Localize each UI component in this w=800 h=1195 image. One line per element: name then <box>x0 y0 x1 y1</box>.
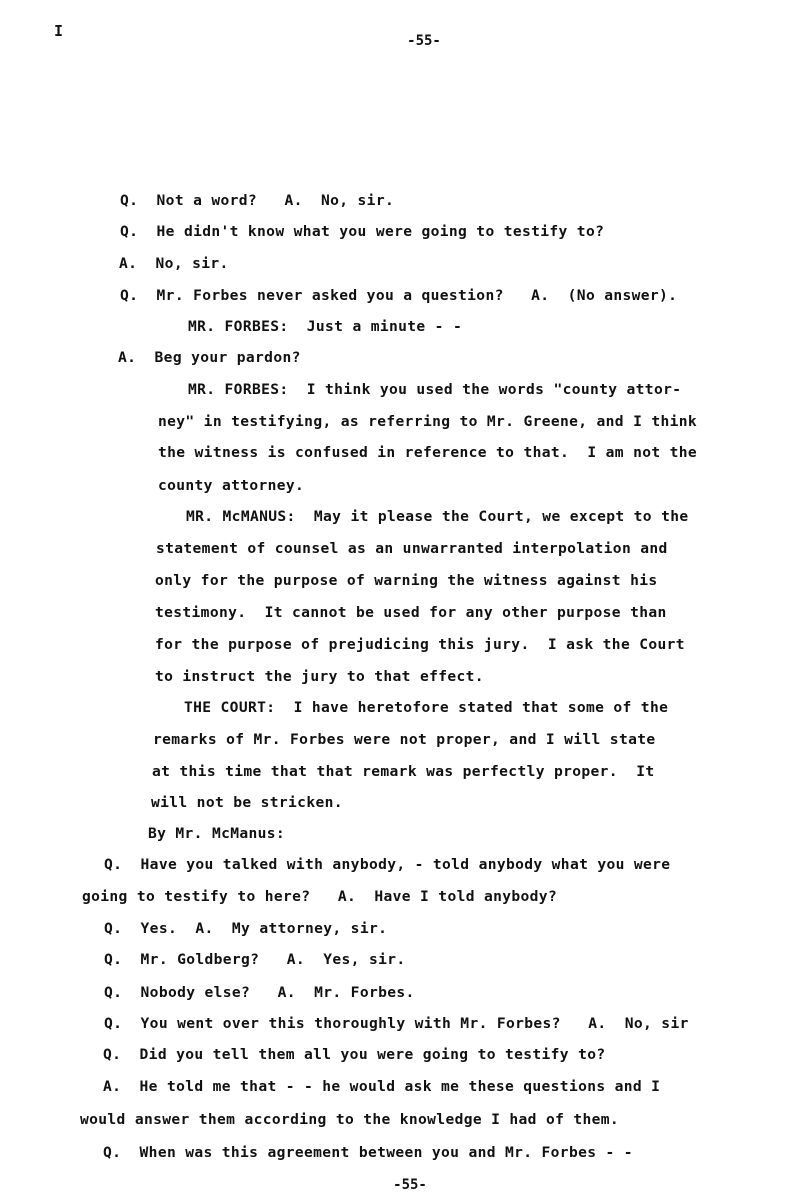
transcript-line: Q. You went over this thoroughly with Mr. Forbes? A. No, sir <box>104 1015 689 1032</box>
corner-mark: I <box>54 22 64 40</box>
transcript-line: Q. Mr. Goldberg? A. Yes, sir. <box>104 951 406 968</box>
transcript-line: at this time that that remark was perfectly proper. It <box>152 763 655 780</box>
transcript-line: A. He told me that - - he would ask me these questions and I <box>103 1078 661 1095</box>
transcript-line: MR. McMANUS: May it please the Court, we except to the <box>186 508 689 525</box>
transcript-line: MR. FORBES: I think you used the words "county attor- <box>188 381 682 398</box>
transcript-line: A. Beg your pardon? <box>118 349 301 366</box>
transcript-line: the witness is confused in reference to that. I am not the <box>158 444 698 461</box>
transcript-line: Q. Did you tell them all you were going to testify to? <box>103 1046 606 1063</box>
transcript-line: Q. Have you talked with anybody, - told anybody what you were <box>104 856 671 873</box>
transcript-line: Q. Mr. Forbes never asked you a question? A. (No answer). <box>120 287 678 304</box>
transcript-line: will not be stricken. <box>151 794 343 811</box>
transcript-line: THE COURT: I have heretofore stated that some of the <box>184 699 669 716</box>
transcript-line: statement of counsel as an unwarranted interpolation and <box>156 540 668 557</box>
transcript-line: would answer them according to the knowledge I had of them. <box>80 1111 620 1128</box>
transcript-line: Q. Nobody else? A. Mr. Forbes. <box>104 984 415 1001</box>
page-number-bottom: -55- <box>393 1177 427 1193</box>
transcript-line: going to testify to here? A. Have I told anybody? <box>82 888 558 905</box>
transcript-line: ney" in testifying, as referring to Mr. Greene, and I think <box>158 413 698 430</box>
transcript-line: By Mr. McManus: <box>148 825 286 842</box>
transcript-line: Q. Yes. A. My attorney, sir. <box>104 920 388 937</box>
transcript-line: MR. FORBES: Just a minute - - <box>188 318 463 335</box>
transcript-line: Q. He didn't know what you were going to testify to? <box>120 223 605 240</box>
transcript-line: A. No, sir. <box>119 255 229 272</box>
transcript-line: remarks of Mr. Forbes were not proper, and I will state <box>153 731 656 748</box>
transcript-line: Q. When was this agreement between you and Mr. Forbes - - <box>103 1144 633 1161</box>
transcript-line: to instruct the jury to that effect. <box>155 668 484 685</box>
page-number-top: -55- <box>407 33 441 49</box>
transcript-line: only for the purpose of warning the witness against his <box>155 572 658 589</box>
transcript-line: county attorney. <box>158 477 305 494</box>
transcript-line: testimony. It cannot be used for any other purpose than <box>155 604 667 621</box>
transcript-line: for the purpose of prejudicing this jury. I ask the Court <box>155 636 685 653</box>
transcript-line: Q. Not a word? A. No, sir. <box>120 192 395 209</box>
